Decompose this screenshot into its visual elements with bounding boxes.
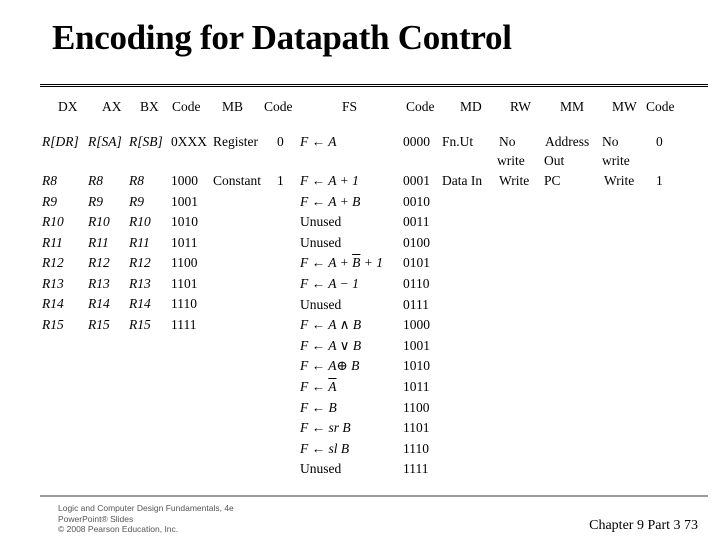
footer-slides-label: PowerPoint® Slides	[58, 513, 134, 524]
fs-operation	[300, 255, 383, 271]
reg-ax-cell: R15	[88, 317, 110, 332]
reg-ax-cell: R9	[88, 194, 103, 209]
fs-operation	[300, 317, 361, 333]
reg-ax-cell: R11	[88, 235, 109, 250]
header-fs: FS	[342, 99, 358, 114]
reg-dx-cell: R10	[42, 214, 64, 229]
mb-label-constant: Constant	[213, 173, 262, 188]
header-code-mw: Code	[646, 99, 675, 114]
reg-code-cell: 1100	[171, 255, 198, 270]
fs-code: 0010	[403, 194, 430, 209]
header-rw: RW	[510, 99, 532, 114]
fs-code: 0011	[403, 214, 430, 229]
md-option-0: Fn.Ut	[442, 134, 474, 149]
fs-code: 0001	[403, 173, 430, 188]
fs-operation	[300, 441, 349, 457]
footer-credits	[58, 503, 234, 535]
fs-complement-operand: $\overline{A}$	[328, 379, 337, 394]
footer-divider	[40, 495, 708, 497]
footer-copyright: © 2008 Pearson Education, Inc.	[58, 524, 179, 534]
reg-dx-cell: R13	[42, 276, 64, 291]
fs-operation	[300, 420, 351, 436]
fs-operation-text: Unused	[300, 235, 342, 250]
fs-code: 1010	[403, 358, 430, 373]
fs-operation	[300, 276, 359, 292]
fs-code: 1111	[403, 461, 429, 476]
reg-dx-cell: R12	[42, 255, 64, 270]
fs-operation-text: F ← A⊕ B	[300, 358, 360, 373]
reg-ax-cell: R10	[88, 214, 110, 229]
rw-option-0-line1: No	[499, 134, 516, 149]
header-md: MD	[460, 99, 482, 114]
mm-option-0-line2: Out	[544, 153, 565, 168]
fs-operation	[300, 461, 341, 477]
fs-operation	[300, 358, 359, 374]
fs-operation	[300, 194, 360, 210]
reg-ax-cell: R12	[88, 255, 110, 270]
header-bx: BX	[140, 99, 159, 114]
reg-code-cell: 0XXX	[171, 134, 207, 149]
reg-bx-cell: R[SB]	[129, 134, 163, 149]
fs-operation-text: Unused	[300, 461, 342, 476]
header-code-mb: Code	[264, 99, 293, 114]
fs-code: 0000	[403, 134, 430, 149]
reg-dx-cell: R[DR]	[42, 134, 79, 149]
rw-option-1: Write	[499, 173, 530, 188]
fs-operation-text: Unused	[300, 214, 342, 229]
mb-label-register: Register	[213, 134, 258, 149]
fs-operation	[300, 235, 341, 251]
fs-operation-text: F ← A ∨ B	[300, 338, 362, 353]
header-mb: MB	[222, 99, 244, 114]
header-code-fs: Code	[406, 99, 435, 114]
reg-ax-cell: R14	[88, 296, 110, 311]
reg-bx-cell: R9	[129, 194, 144, 209]
mw-code-1: 1	[656, 173, 663, 188]
fs-complement-operand: $\overline{B}$	[352, 255, 361, 270]
fs-code: 1000	[403, 317, 430, 332]
fs-operation	[300, 400, 337, 416]
fs-code: 0100	[403, 235, 430, 250]
fs-operation	[300, 134, 337, 150]
reg-dx-cell: R9	[42, 194, 57, 209]
fs-code: 0101	[403, 255, 430, 270]
reg-dx-cell: R11	[42, 235, 63, 250]
fs-code: 1100	[403, 400, 430, 415]
mw-option-0-line2: write	[602, 153, 630, 168]
rw-option-0-line2: write	[497, 153, 525, 168]
slide-title: Encoding for Datapath Control	[52, 18, 512, 57]
reg-code-cell: 1111	[171, 317, 197, 332]
fs-code: 0111	[403, 297, 429, 312]
mb-code-0: 0	[277, 134, 284, 149]
header-ax: AX	[102, 99, 122, 114]
mw-code-0: 0	[656, 134, 663, 149]
reg-code-cell: 1101	[171, 276, 198, 291]
fs-operation	[300, 338, 361, 354]
title-divider	[40, 84, 708, 87]
header-mw: MW	[612, 99, 637, 114]
fs-code: 1110	[403, 441, 429, 456]
fs-operation-text: F ← sl B	[300, 441, 350, 456]
reg-code-cell: 1001	[171, 194, 198, 209]
fs-operation	[300, 173, 359, 189]
footer-book-title: Logic and Computer Design Fundamentals, 4e	[58, 503, 234, 513]
fs-operation-text: F ← B	[300, 400, 337, 415]
fs-operation	[300, 297, 341, 313]
fs-operation	[300, 379, 337, 395]
fs-code: 0110	[403, 276, 430, 291]
reg-bx-cell: R10	[129, 214, 151, 229]
reg-bx-cell: R8	[129, 173, 144, 188]
fs-operation-text: F ← A + 1	[300, 173, 359, 188]
md-option-1: Data In	[442, 173, 483, 188]
page-number: Chapter 9 Part 3 73	[589, 518, 698, 533]
mm-option-0-line1: Address	[545, 134, 590, 149]
fs-operation-text: F ← A − 1	[300, 276, 359, 291]
fs-code: 1011	[403, 379, 430, 394]
reg-ax-cell: R[SA]	[88, 134, 122, 149]
header-dx: DX	[58, 99, 78, 114]
reg-code-cell: 1011	[171, 235, 198, 250]
header-mm: MM	[560, 99, 585, 114]
mb-code-1: 1	[277, 173, 284, 188]
reg-code-cell: 1110	[171, 296, 197, 311]
fs-operation-text: F ←	[300, 379, 329, 394]
reg-bx-cell: R11	[129, 235, 150, 250]
mw-option-1: Write	[604, 173, 635, 188]
fs-operation-text: F ← A + B	[300, 194, 361, 209]
reg-ax-cell: R8	[88, 173, 103, 188]
mw-option-0-line1: No	[602, 134, 619, 149]
reg-dx-cell: R14	[42, 296, 64, 311]
reg-dx-cell: R8	[42, 173, 57, 188]
header-code-register: Code	[172, 99, 201, 114]
fs-operation-text: F ← A ∧ B	[300, 317, 362, 332]
reg-code-cell: 1000	[171, 173, 198, 188]
reg-dx-cell: R15	[42, 317, 64, 332]
reg-code-cell: 1010	[171, 214, 198, 229]
mm-option-1: PC	[544, 173, 561, 188]
fs-code: 1001	[403, 338, 430, 353]
reg-ax-cell: R13	[88, 276, 110, 291]
fs-operation-text: F ← A	[300, 134, 337, 149]
reg-bx-cell: R15	[129, 317, 151, 332]
fs-operation-suffix: + 1	[360, 255, 383, 270]
fs-operation-text: F ← sr B	[300, 420, 351, 435]
fs-operation-text: F ← A +	[300, 255, 353, 270]
reg-bx-cell: R12	[129, 255, 151, 270]
fs-operation	[300, 214, 341, 230]
fs-operation-text: Unused	[300, 297, 342, 312]
reg-bx-cell: R14	[129, 296, 151, 311]
reg-bx-cell: R13	[129, 276, 151, 291]
fs-code: 1101	[403, 420, 430, 435]
